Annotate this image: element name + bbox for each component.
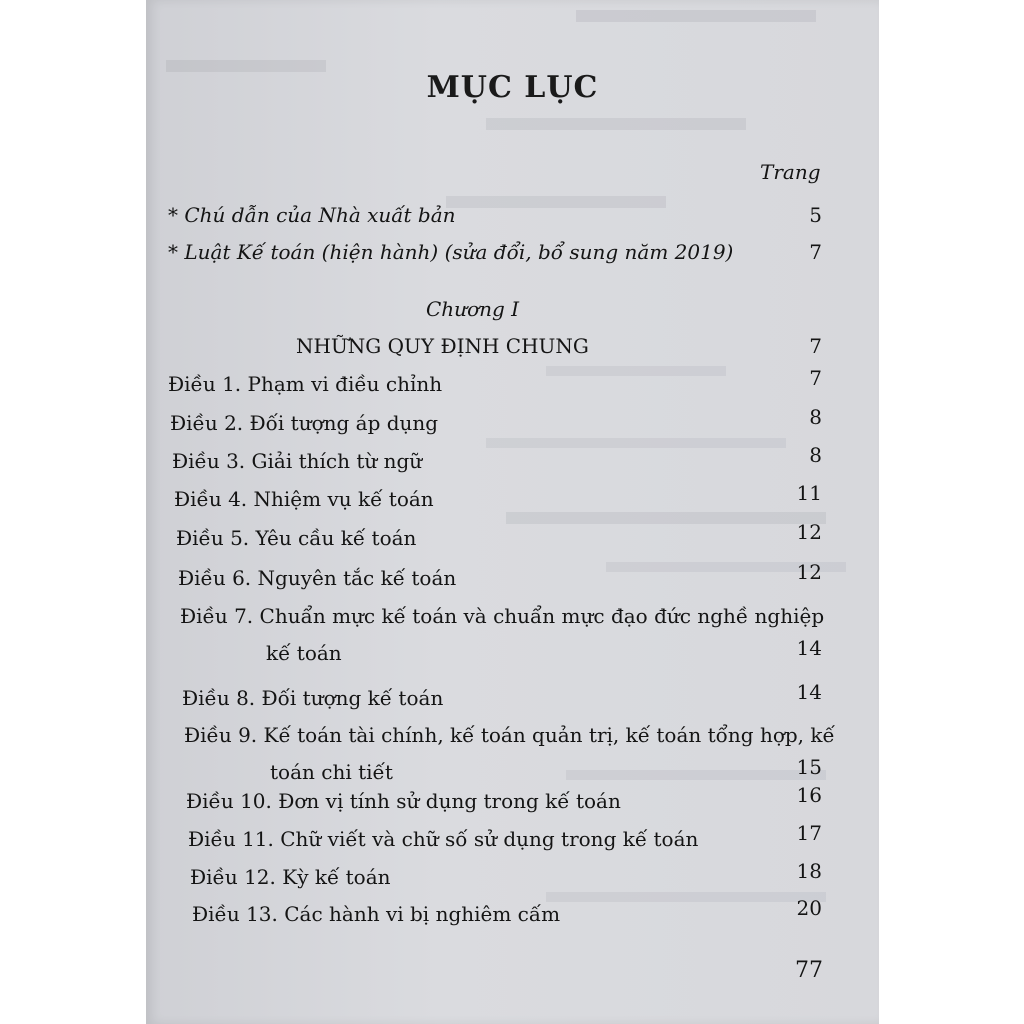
- article-title: Điều 7. Chuẩn mực kế toán và chuẩn mực đạo đức nghề nghiệp: [180, 604, 825, 628]
- show-through-line: [486, 118, 746, 130]
- article-title-continuation: kế toán: [266, 641, 342, 665]
- article-title: Điều 3. Giải thích từ ngữ: [172, 449, 423, 473]
- show-through-line: [486, 438, 786, 448]
- article-page: 14: [796, 636, 822, 660]
- right-margin: [879, 0, 1024, 1024]
- article-title: Điều 6. Nguyên tắc kế toán: [178, 566, 457, 590]
- toc-entry-label: * Luật Kế toán (hiện hành) (sửa đổi, bổ sung năm 2019): [168, 240, 734, 264]
- show-through-line: [446, 196, 666, 208]
- article-page: 12: [796, 560, 822, 584]
- article-page: 20: [796, 896, 822, 920]
- show-through-line: [546, 366, 726, 376]
- article-title: Điều 8. Đối tượng kế toán: [182, 686, 444, 710]
- article-page: 8: [809, 405, 822, 429]
- article-title: Điều 10. Đơn vị tính sử dụng trong kế toán: [186, 789, 621, 813]
- left-margin: [0, 0, 146, 1024]
- toc-entry-label: * Chú dẫn của Nhà xuất bản: [168, 203, 456, 227]
- article-page: 11: [796, 481, 822, 505]
- page-number: 77: [795, 958, 823, 983]
- article-title: Điều 5. Yêu cầu kế toán: [176, 526, 417, 550]
- page-column-header: Trang: [760, 160, 821, 184]
- toc-entry-page: 7: [809, 240, 822, 264]
- article-title: Điều 12. Kỳ kế toán: [190, 865, 391, 889]
- article-title: Điều 4. Nhiệm vụ kế toán: [174, 487, 434, 511]
- article-page: 14: [796, 680, 822, 704]
- article-title: Điều 2. Đối tượng áp dụng: [170, 411, 439, 435]
- article-page: 15: [796, 755, 822, 779]
- article-page: 18: [796, 859, 822, 883]
- article-page: 17: [796, 821, 822, 845]
- chapter-number: Chương I: [426, 297, 520, 321]
- article-title: Điều 11. Chữ viết và chữ số sử dụng trong kế toán: [188, 827, 699, 851]
- article-page: 16: [796, 783, 822, 807]
- chapter-name: NHỮNG QUY ĐỊNH CHUNG: [296, 334, 589, 358]
- article-title: Điều 9. Kế toán tài chính, kế toán quản trị, kế toán tổng hợp, kế: [184, 723, 835, 747]
- article-page: 8: [809, 443, 822, 467]
- page-title: MỤC LỤC: [426, 70, 599, 105]
- article-title-continuation: toán chi tiết: [270, 760, 393, 784]
- show-through-line: [576, 10, 816, 22]
- article-title: Điều 13. Các hành vi bị nghiêm cấm: [192, 902, 561, 926]
- toc-entry-page: 5: [809, 203, 822, 227]
- book-page: [146, 0, 879, 1024]
- article-page: 7: [809, 366, 822, 390]
- article-page: 12: [796, 520, 822, 544]
- article-title: Điều 1. Phạm vi điều chỉnh: [168, 372, 443, 396]
- chapter-page: 7: [809, 334, 822, 358]
